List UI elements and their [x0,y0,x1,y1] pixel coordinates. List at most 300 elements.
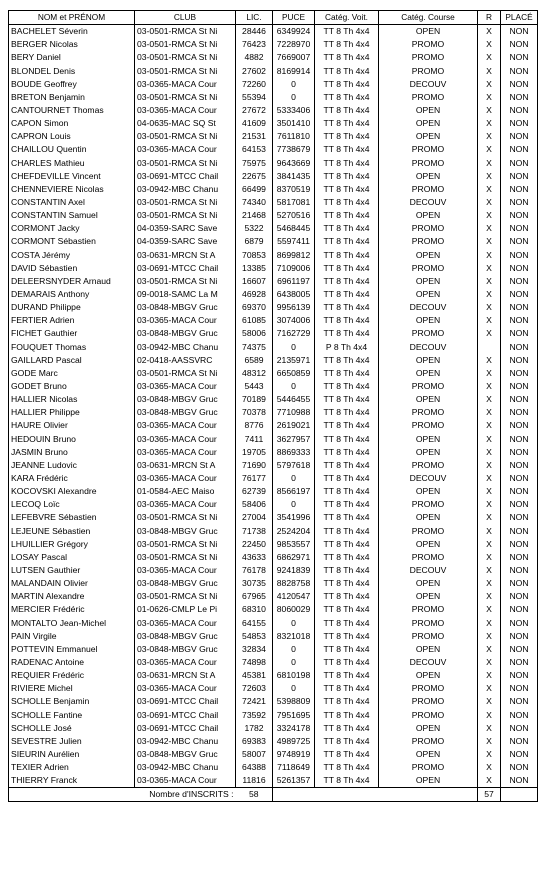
cell-course: DECOUV [379,472,478,485]
cell-r: X [478,656,501,669]
cell-club: 04-0359-SARC Save [135,235,236,248]
cell-place: NON [501,577,538,590]
cell-lic: 48312 [236,367,273,380]
cell-place: NON [501,419,538,432]
cell-club: 03-0501-RMCA St Ni [135,209,236,222]
cell-r: X [478,38,501,51]
cell-voit: TT 8 Th 4x4 [315,669,379,682]
cell-club: 03-0365-MACA Cour [135,656,236,669]
cell-r: X [478,78,501,91]
cell-name: BOUDE Geoffrey [9,78,135,91]
cell-place: NON [501,446,538,459]
cell-voit: TT 8 Th 4x4 [315,590,379,603]
cell-course: OPEN [379,774,478,788]
table-row [9,380,538,393]
cell-place: NON [501,143,538,156]
cell-lic: 41609 [236,117,273,130]
cell-lic: 68310 [236,603,273,616]
cell-name: CONSTANTIN Samuel [9,209,135,222]
cell-name: POTTEVIN Emmanuel [9,643,135,656]
cell-lic: 58006 [236,327,273,340]
cell-r: X [478,222,501,235]
cell-place: NON [501,288,538,301]
cell-name: GODET Bruno [9,380,135,393]
cell-name: LUTSEN Gauthier [9,564,135,577]
cell-r: X [478,433,501,446]
cell-place: NON [501,157,538,170]
cell-voit: TT 8 Th 4x4 [315,551,379,564]
cell-lic: 45381 [236,669,273,682]
cell-puce: 7738679 [273,143,315,156]
cell-puce: 0 [273,643,315,656]
cell-place: NON [501,616,538,629]
cell-name: SCHOLLE José [9,722,135,735]
cell-place: NON [501,669,538,682]
cell-course: PROMO [379,616,478,629]
cell-voit: TT 8 Th 4x4 [315,196,379,209]
cell-club: 03-0501-RMCA St Ni [135,538,236,551]
col-header-lic: LIC. [236,11,273,25]
cell-voit: TT 8 Th 4x4 [315,511,379,524]
cell-voit: TT 8 Th 4x4 [315,406,379,419]
cell-puce: 7669007 [273,51,315,64]
cell-place: NON [501,406,538,419]
cell-r: X [478,354,501,367]
cell-course: OPEN [379,288,478,301]
cell-club: 03-0365-MACA Cour [135,446,236,459]
cell-puce: 5468445 [273,222,315,235]
cell-puce: 3324178 [273,722,315,735]
cell-r: X [478,143,501,156]
cell-lic: 6589 [236,354,273,367]
cell-name: HEDOUIN Bruno [9,433,135,446]
cell-course: PROMO [379,327,478,340]
cell-lic: 74375 [236,341,273,354]
col-header-name: NOM et PRÉNOM [9,11,135,25]
cell-lic: 64153 [236,143,273,156]
cell-r: X [478,380,501,393]
cell-name: DURAND Philippe [9,301,135,314]
table-row [9,669,538,682]
cell-lic: 28446 [236,25,273,39]
cell-r: X [478,695,501,708]
cell-puce: 0 [273,498,315,511]
cell-voit: TT 8 Th 4x4 [315,354,379,367]
cell-club: 03-0365-MACA Cour [135,774,236,788]
cell-r: X [478,498,501,511]
table-row [9,511,538,524]
table-row [9,682,538,695]
cell-lic: 76423 [236,38,273,51]
cell-club: 04-0635-MAC SQ St [135,117,236,130]
cell-club: 03-0501-RMCA St Ni [135,91,236,104]
cell-club: 03-0942-MBC Chanu [135,735,236,748]
cell-course: DECOUV [379,78,478,91]
cell-club: 03-0848-MBGV Gruc [135,327,236,340]
cell-course: OPEN [379,748,478,761]
cell-puce: 2524204 [273,524,315,537]
cell-course: PROMO [379,630,478,643]
cell-r: X [478,511,501,524]
table-body [9,25,538,788]
cell-puce: 7710988 [273,406,315,419]
cell-course: PROMO [379,406,478,419]
cell-course: PROMO [379,603,478,616]
cell-name: SIEURIN Aurélien [9,748,135,761]
cell-voit: TT 8 Th 4x4 [315,327,379,340]
cell-course: DECOUV [379,301,478,314]
cell-voit: TT 8 Th 4x4 [315,538,379,551]
cell-place: NON [501,314,538,327]
inscrits-count: 58 [236,788,273,802]
cell-r: X [478,104,501,117]
cell-name: CORMONT Sébastien [9,235,135,248]
footer-blank-end [501,788,538,802]
cell-club: 03-0501-RMCA St Ni [135,590,236,603]
cell-name: CAPON Simon [9,117,135,130]
cell-place: NON [501,551,538,564]
cell-name: TEXIER Adrien [9,761,135,774]
cell-place: NON [501,130,538,143]
cell-lic: 5322 [236,222,273,235]
cell-r: X [478,708,501,721]
cell-voit: TT 8 Th 4x4 [315,656,379,669]
cell-voit: TT 8 Th 4x4 [315,314,379,327]
cell-voit: TT 8 Th 4x4 [315,183,379,196]
table-row [9,78,538,91]
cell-name: MALANDAIN Olivier [9,577,135,590]
cell-club: 03-0691-MTCC Chail [135,262,236,275]
cell-puce: 0 [273,78,315,91]
cell-lic: 21531 [236,130,273,143]
cell-place: NON [501,472,538,485]
cell-place: NON [501,104,538,117]
cell-club: 03-0942-MBC Chanu [135,761,236,774]
cell-r: X [478,577,501,590]
cell-voit: TT 8 Th 4x4 [315,38,379,51]
cell-course: OPEN [379,275,478,288]
cell-lic: 1782 [236,722,273,735]
cell-course: OPEN [379,722,478,735]
cell-puce: 5597411 [273,235,315,248]
cell-r: X [478,209,501,222]
cell-lic: 27004 [236,511,273,524]
cell-puce: 6650859 [273,367,315,380]
cell-lic: 73592 [236,708,273,721]
cell-r: X [478,117,501,130]
cell-club: 03-0848-MBGV Gruc [135,643,236,656]
cell-club: 09-0018-SAMC La M [135,288,236,301]
cell-r: X [478,301,501,314]
cell-voit: TT 8 Th 4x4 [315,459,379,472]
cell-course: PROMO [379,524,478,537]
cell-puce: 8321018 [273,630,315,643]
cell-voit: TT 8 Th 4x4 [315,577,379,590]
table-row [9,117,538,130]
cell-lic: 5443 [236,380,273,393]
cell-lic: 72260 [236,78,273,91]
cell-place: NON [501,656,538,669]
cell-voit: TT 8 Th 4x4 [315,288,379,301]
table-row [9,235,538,248]
cell-lic: 27602 [236,65,273,78]
cell-course: PROMO [379,235,478,248]
cell-r: X [478,275,501,288]
cell-place: NON [501,774,538,788]
cell-lic: 74898 [236,656,273,669]
table-row [9,157,538,170]
cell-place: NON [501,235,538,248]
cell-name: GODE Marc [9,367,135,380]
cell-place: NON [501,327,538,340]
cell-r: X [478,682,501,695]
cell-course: PROMO [379,65,478,78]
cell-name: FERTIER Adrien [9,314,135,327]
cell-puce: 0 [273,472,315,485]
cell-r: X [478,51,501,64]
cell-course: OPEN [379,485,478,498]
col-header-voit: Catég. Voit. [315,11,379,25]
table-row [9,301,538,314]
cell-club: 03-0848-MBGV Gruc [135,393,236,406]
cell-voit: TT 8 Th 4x4 [315,498,379,511]
cell-voit: TT 8 Th 4x4 [315,643,379,656]
cell-course: PROMO [379,761,478,774]
cell-club: 03-0942-MBC Chanu [135,183,236,196]
cell-voit: TT 8 Th 4x4 [315,419,379,432]
cell-r: X [478,25,501,39]
cell-puce: 7118649 [273,761,315,774]
cell-course: PROMO [379,419,478,432]
registration-table [8,10,538,802]
cell-place: NON [501,249,538,262]
table-row [9,314,538,327]
cell-lic: 11816 [236,774,273,788]
col-header-club: CLUB [135,11,236,25]
cell-name: RIVIERE Michel [9,682,135,695]
cell-place: NON [501,380,538,393]
table-row [9,708,538,721]
cell-lic: 64388 [236,761,273,774]
col-header-r: R [478,11,501,25]
cell-lic: 54853 [236,630,273,643]
cell-name: MARTIN Alexandre [9,590,135,603]
cell-r: X [478,446,501,459]
cell-place: NON [501,485,538,498]
table-row [9,354,538,367]
cell-club: 03-0365-MACA Cour [135,380,236,393]
cell-name: CHARLES Mathieu [9,157,135,170]
cell-lic: 76178 [236,564,273,577]
cell-r: X [478,538,501,551]
cell-voit: TT 8 Th 4x4 [315,91,379,104]
cell-name: CHENNEVIERE Nicolas [9,183,135,196]
cell-club: 03-0365-MACA Cour [135,419,236,432]
cell-course: PROMO [379,222,478,235]
table-row [9,143,538,156]
cell-voit: TT 8 Th 4x4 [315,748,379,761]
cell-r: X [478,419,501,432]
cell-course: OPEN [379,590,478,603]
cell-lic: 70378 [236,406,273,419]
table-row [9,485,538,498]
cell-puce: 7951695 [273,708,315,721]
cell-voit: TT 8 Th 4x4 [315,78,379,91]
cell-r: X [478,524,501,537]
cell-r: X [478,288,501,301]
table-row [9,498,538,511]
table-row [9,774,538,788]
table-row [9,590,538,603]
cell-voit: TT 8 Th 4x4 [315,735,379,748]
cell-course: DECOUV [379,656,478,669]
cell-lic: 7411 [236,433,273,446]
table-row [9,25,538,39]
cell-puce: 8869333 [273,446,315,459]
cell-lic: 69383 [236,735,273,748]
cell-club: 03-0501-RMCA St Ni [135,511,236,524]
cell-course: PROMO [379,262,478,275]
cell-r: X [478,735,501,748]
col-header-puce: PUCE [273,11,315,25]
cell-puce: 6862971 [273,551,315,564]
cell-place: NON [501,433,538,446]
cell-course: OPEN [379,117,478,130]
cell-place: NON [501,222,538,235]
cell-lic: 67965 [236,590,273,603]
cell-puce: 6810198 [273,669,315,682]
cell-lic: 69370 [236,301,273,314]
cell-place: NON [501,183,538,196]
table-row [9,130,538,143]
cell-place: NON [501,117,538,130]
cell-puce: 7162729 [273,327,315,340]
table-row [9,288,538,301]
cell-club: 03-0501-RMCA St Ni [135,157,236,170]
cell-lic: 72421 [236,695,273,708]
table-row [9,367,538,380]
cell-puce: 8828758 [273,577,315,590]
cell-voit: TT 8 Th 4x4 [315,695,379,708]
cell-course: PROMO [379,143,478,156]
cell-r: X [478,590,501,603]
cell-place: NON [501,590,538,603]
cell-voit: TT 8 Th 4x4 [315,222,379,235]
table-row [9,564,538,577]
cell-name: BERY Daniel [9,51,135,64]
cell-place: NON [501,367,538,380]
cell-lic: 16607 [236,275,273,288]
cell-r: X [478,170,501,183]
cell-course: OPEN [379,104,478,117]
cell-name: SCHOLLE Benjamin [9,695,135,708]
cell-place: NON [501,761,538,774]
cell-place: NON [501,603,538,616]
cell-course: PROMO [379,682,478,695]
cell-course: PROMO [379,498,478,511]
cell-lic: 72603 [236,682,273,695]
cell-voit: TT 8 Th 4x4 [315,51,379,64]
cell-voit: TT 8 Th 4x4 [315,235,379,248]
cell-lic: 21468 [236,209,273,222]
cell-puce: 4120547 [273,590,315,603]
cell-r: X [478,393,501,406]
cell-course: PROMO [379,38,478,51]
cell-course: OPEN [379,669,478,682]
cell-place: NON [501,538,538,551]
cell-voit: TT 8 Th 4x4 [315,209,379,222]
cell-lic: 19705 [236,446,273,459]
cell-r: X [478,91,501,104]
cell-name: THIERRY Franck [9,774,135,788]
cell-club: 03-0691-MTCC Chail [135,722,236,735]
inscrits-label: Nombre d'INSCRITS : [9,788,236,802]
cell-course: OPEN [379,393,478,406]
cell-puce: 9956139 [273,301,315,314]
cell-voit: TT 8 Th 4x4 [315,761,379,774]
cell-voit: TT 8 Th 4x4 [315,524,379,537]
cell-puce: 4989725 [273,735,315,748]
cell-lic: 22450 [236,538,273,551]
cell-lic: 6879 [236,235,273,248]
cell-lic: 76177 [236,472,273,485]
cell-voit: TT 8 Th 4x4 [315,157,379,170]
cell-club: 03-0848-MBGV Gruc [135,577,236,590]
cell-r: X [478,459,501,472]
cell-name: KOCOVSKI Alexandre [9,485,135,498]
cell-voit: TT 8 Th 4x4 [315,472,379,485]
cell-course: OPEN [379,249,478,262]
table-row [9,643,538,656]
cell-club: 03-0848-MBGV Gruc [135,524,236,537]
footer-blank [273,788,478,802]
cell-name: DEMARAIS Anthony [9,288,135,301]
cell-name: JASMIN Bruno [9,446,135,459]
cell-lic: 30735 [236,577,273,590]
cell-puce: 7611810 [273,130,315,143]
cell-place: NON [501,354,538,367]
table-row [9,196,538,209]
cell-voit: TT 8 Th 4x4 [315,301,379,314]
cell-place: NON [501,209,538,222]
cell-place: NON [501,630,538,643]
cell-place: NON [501,301,538,314]
cell-lic: 62739 [236,485,273,498]
cell-lic: 70853 [236,249,273,262]
cell-lic: 22675 [236,170,273,183]
cell-name: SEVESTRE Julien [9,735,135,748]
cell-r: X [478,485,501,498]
cell-place: NON [501,38,538,51]
cell-place: NON [501,25,538,39]
cell-name: BACHELET Séverin [9,25,135,39]
cell-place: NON [501,708,538,721]
cell-voit: TT 8 Th 4x4 [315,275,379,288]
cell-place: NON [501,459,538,472]
cell-lic: 32834 [236,643,273,656]
table-row [9,170,538,183]
cell-puce: 8566197 [273,485,315,498]
cell-place: NON [501,170,538,183]
cell-club: 03-0631-MRCN St A [135,459,236,472]
cell-club: 03-0365-MACA Cour [135,78,236,91]
cell-club: 02-0418-AASSVRC [135,354,236,367]
cell-name: HAURE Olivier [9,419,135,432]
cell-club: 03-0501-RMCA St Ni [135,38,236,51]
cell-name: HALLIER Nicolas [9,393,135,406]
cell-club: 03-0691-MTCC Chail [135,170,236,183]
table-row [9,91,538,104]
